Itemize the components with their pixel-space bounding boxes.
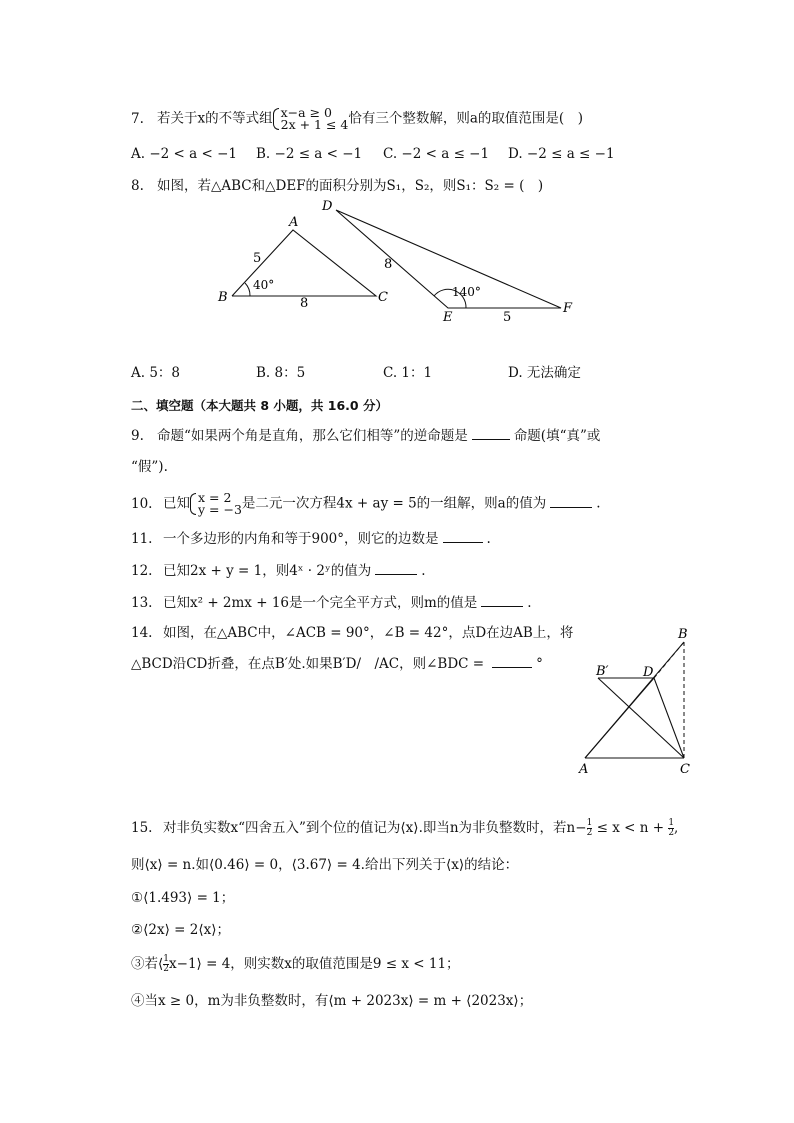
question-number: 13. <box>131 595 153 611</box>
question-11 <box>131 528 491 549</box>
option-a: A. −2 < a < −1 <box>131 146 237 162</box>
system-line-2: y = −3 <box>198 502 242 517</box>
question-9 <box>131 425 600 446</box>
question-14-text-a: 如图，在△ABC中，∠ACB = 90°，∠B = 42°，点D在边AB上，将 <box>163 625 574 641</box>
inequality-system <box>273 107 349 131</box>
segment-dc <box>654 678 684 758</box>
answer-blank[interactable] <box>443 528 483 543</box>
statement-3-prefix: ③若⟨ <box>131 956 164 972</box>
question-9-continued: “假”). <box>131 459 168 475</box>
label-a: A <box>579 762 589 777</box>
question-end: . <box>421 563 426 579</box>
equation-system <box>190 492 242 516</box>
fraction-denominator: 2 <box>668 828 675 838</box>
label-angle-e: 140° <box>452 285 481 299</box>
label-b: B <box>218 290 228 305</box>
question-9-text-a: 命题“如果两个角是直角，那么它们相等”的逆命题是 <box>157 428 468 444</box>
triangles-figure <box>0 195 794 325</box>
question-15-text-a2: ≤ x < n + <box>596 820 665 836</box>
option-c: C. −2 < a ≤ −1 <box>383 146 490 162</box>
section-heading: 二、填空题（本大题共 8 小题，共 16.0 分） <box>131 398 388 413</box>
statement-2: ②⟨2x⟩ = 2⟨x⟩； <box>131 922 230 938</box>
fraction-half <box>587 819 593 838</box>
label-d: D <box>322 199 333 214</box>
fraction-numerator: 1 <box>163 954 170 964</box>
question-12 <box>131 560 426 581</box>
system-line-2: 2x + 1 ≤ 4 <box>280 117 349 132</box>
answer-blank[interactable] <box>550 493 592 508</box>
question-13 <box>131 592 532 613</box>
answer-blank[interactable] <box>375 560 417 575</box>
label-b-prime: B′ <box>596 664 609 679</box>
answer-blank[interactable] <box>481 592 523 607</box>
question-10-prefix: 已知 <box>163 495 190 512</box>
label-bc: 8 <box>300 296 309 311</box>
statement-1: ①⟨1.493⟩ = 1； <box>131 890 235 906</box>
question-8 <box>131 176 543 196</box>
question-number: 12. <box>131 563 153 579</box>
label-c: C <box>680 762 690 777</box>
folding-figure <box>0 620 794 780</box>
label-d: D <box>643 665 654 680</box>
question-number: 15. <box>131 820 153 836</box>
question-15-text-a: 对非负实数x“四舍五入”到个位的值记为⟨x⟩.即当n为非负整数时，若n− <box>163 820 587 836</box>
triangle-def <box>336 210 561 308</box>
question-number: 14. <box>131 625 153 641</box>
degree-sign: ° <box>536 656 543 672</box>
question-number: 11. <box>131 531 153 547</box>
option-d: D. −2 ≤ a ≤ −1 <box>508 146 615 162</box>
question-15-line-b: 则⟨x⟩ = n.如⟨0.46⟩ = 0，⟨3.67⟩ = 4.给出下列关于⟨x⟩的结论： <box>131 857 519 873</box>
label-c: C <box>378 290 388 305</box>
label-de: 8 <box>384 257 393 272</box>
question-15 <box>131 818 678 838</box>
option-b: B. 8：5 <box>256 365 306 381</box>
question-13-text: 已知x² + 2mx + 16是一个完全平方式，则m的值是 <box>163 595 478 611</box>
option-a: A. 5：8 <box>131 365 181 381</box>
question-8-text: 如图，若△ABC和△DEF的面积分别为S₁，S₂，则S₁：S₂ = ( ) <box>157 178 544 194</box>
fraction-numerator: 1 <box>668 818 675 828</box>
question-7-suffix: 恰有三个整数解，则a的取值范围是( ) <box>348 110 583 127</box>
system-line-1: x−a ≥ 0 <box>280 105 332 120</box>
question-number: 9. <box>131 428 144 444</box>
question-11-text: 一个多边形的内角和等于900°，则它的边数是 <box>163 531 439 547</box>
label-a: A <box>289 215 299 230</box>
segment-ad <box>585 678 654 758</box>
label-e: E <box>443 310 453 325</box>
option-d: D. 无法确定 <box>508 365 581 381</box>
label-ef: 5 <box>503 310 512 325</box>
statement-4: ④当x ≥ 0，m为非负整数时，有⟨m + 2023x⟩ = m + ⟨2023x⟩； <box>131 993 533 1009</box>
option-b: B. −2 ≤ a < −1 <box>256 146 363 162</box>
angle-b-arc <box>245 283 250 296</box>
question-number: 7. <box>131 110 144 127</box>
statement-3-suffix: x−1⟩ = 4，则实数x的取值范围是9 ≤ x < 11； <box>169 956 460 972</box>
question-number: 10. <box>131 495 153 512</box>
question-7-prefix: 若关于x的不等式组 <box>157 110 273 127</box>
question-14-text-b: △BCD沿CD折叠，在点B′处.如果B′D/ /AC，则∠BDC = <box>131 656 485 672</box>
question-12-text: 已知2x + y = 1，则4ˣ · 2ʸ的值为 <box>163 563 372 579</box>
answer-blank[interactable] <box>472 425 510 440</box>
option-c: C. 1：1 <box>383 365 433 381</box>
question-9-text-b: 命题(填“真”或 <box>513 428 601 444</box>
label-f: F <box>563 301 573 316</box>
question-end: . <box>596 495 601 512</box>
fraction-numerator: 1 <box>586 818 593 828</box>
question-7 <box>131 107 583 131</box>
question-10 <box>131 492 601 516</box>
label-ab: 5 <box>253 251 262 266</box>
system-line-1: x = 2 <box>198 490 232 505</box>
label-angle-b: 40° <box>253 278 275 292</box>
fraction-denominator: 2 <box>163 964 170 974</box>
question-end: . <box>486 531 491 547</box>
question-end: . <box>527 595 532 611</box>
statement-3 <box>131 954 460 974</box>
question-10-text: 是二元一次方程4x + ay = 5的一组解，则a的值为 <box>241 495 547 512</box>
segment-bpc <box>598 678 684 758</box>
label-b: B <box>678 627 688 642</box>
question-15-text-a3: , <box>674 820 679 836</box>
question-number: 8. <box>131 178 144 194</box>
fraction-denominator: 2 <box>586 828 593 838</box>
